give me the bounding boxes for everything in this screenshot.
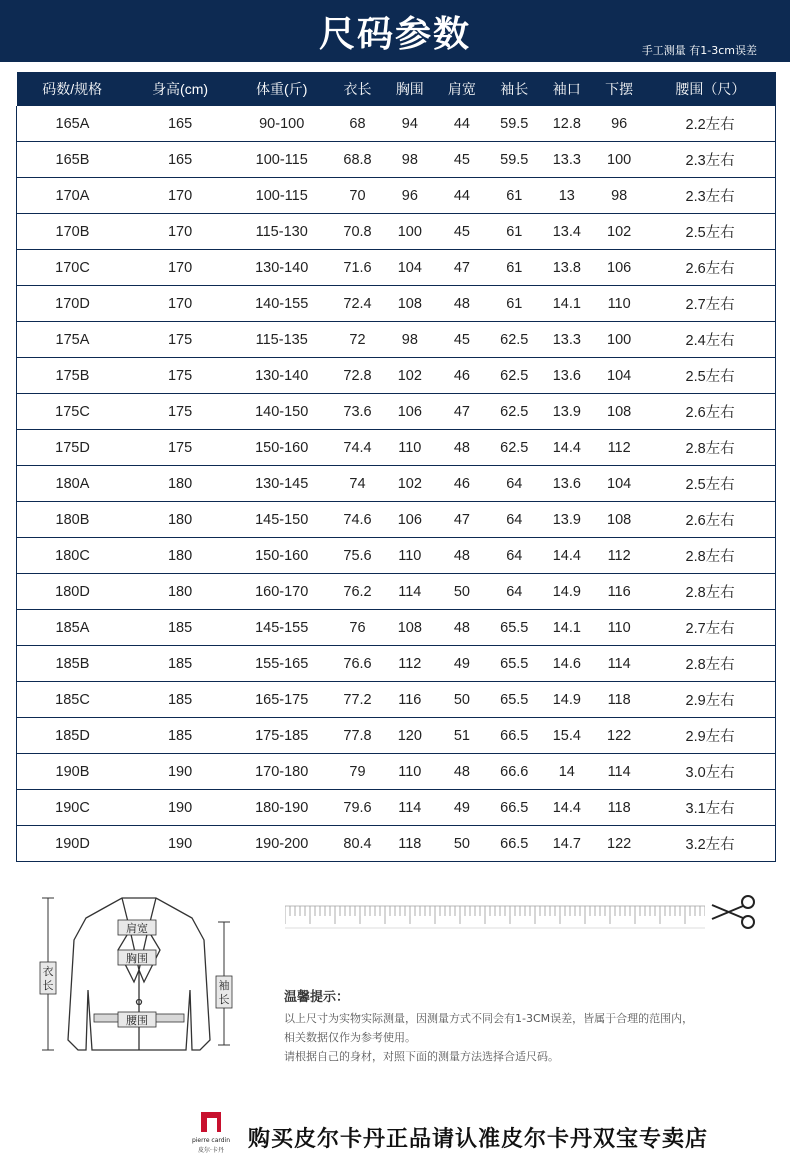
table-cell: 50 bbox=[436, 574, 488, 610]
table-cell: 110 bbox=[384, 754, 436, 790]
table-cell: 74 bbox=[331, 466, 384, 502]
table-cell: 175B bbox=[17, 358, 128, 394]
table-cell: 59.5 bbox=[488, 142, 541, 178]
table-cell: 2.7左右 bbox=[645, 286, 775, 322]
table-cell: 2.7左右 bbox=[645, 610, 775, 646]
table-cell: 13.3 bbox=[541, 322, 594, 358]
table-cell: 190B bbox=[17, 754, 128, 790]
table-cell: 96 bbox=[384, 178, 436, 214]
table-cell: 14.6 bbox=[541, 646, 594, 682]
table-cell: 122 bbox=[593, 826, 645, 862]
table-cell: 74.6 bbox=[331, 502, 384, 538]
table-cell: 165B bbox=[17, 142, 128, 178]
table-cell: 46 bbox=[436, 358, 488, 394]
table-cell: 175 bbox=[128, 322, 232, 358]
table-cell: 170 bbox=[128, 250, 232, 286]
table-cell: 14.4 bbox=[541, 538, 594, 574]
table-cell: 110 bbox=[593, 286, 645, 322]
table-cell: 96 bbox=[593, 106, 645, 142]
table-cell: 47 bbox=[436, 502, 488, 538]
table-cell: 77.2 bbox=[331, 682, 384, 718]
page-title: 尺码参数 bbox=[318, 13, 471, 55]
table-cell: 48 bbox=[436, 538, 488, 574]
table-cell: 64 bbox=[488, 502, 541, 538]
table-cell: 48 bbox=[436, 754, 488, 790]
table-cell: 62.5 bbox=[488, 322, 541, 358]
table-cell: 14.4 bbox=[541, 430, 594, 466]
table-cell: 3.2左右 bbox=[645, 826, 775, 862]
table-row bbox=[17, 574, 776, 610]
table-row bbox=[17, 682, 776, 718]
table-cell: 175 bbox=[128, 358, 232, 394]
table-cell: 65.5 bbox=[488, 610, 541, 646]
table-row bbox=[17, 430, 776, 466]
measurement-note: 手工测量 有1-3cm误差 bbox=[641, 44, 757, 57]
table-cell: 64 bbox=[488, 466, 541, 502]
table-cell: 102 bbox=[384, 466, 436, 502]
table-cell: 116 bbox=[384, 682, 436, 718]
footer-slogan: 购买皮尔卡丹正品请认准皮尔卡丹双宝专卖店 bbox=[248, 1126, 709, 1152]
table-cell: 15.4 bbox=[541, 718, 594, 754]
table-row bbox=[17, 106, 776, 142]
table-cell: 2.8左右 bbox=[645, 538, 775, 574]
table-cell: 49 bbox=[436, 646, 488, 682]
table-cell: 170-180 bbox=[232, 754, 331, 790]
table-cell: 49 bbox=[436, 790, 488, 826]
table-cell: 180 bbox=[128, 502, 232, 538]
table-cell: 3.1左右 bbox=[645, 790, 775, 826]
pierre-cardin-logo bbox=[188, 1110, 234, 1158]
table-cell: 79 bbox=[331, 754, 384, 790]
table-cell: 2.6左右 bbox=[645, 250, 775, 286]
table-cell: 14.4 bbox=[541, 790, 594, 826]
measuring-tape bbox=[285, 898, 705, 938]
table-cell: 165A bbox=[17, 106, 128, 142]
tips-title: 温馨提示： bbox=[284, 990, 350, 1005]
col-header: 袖口 bbox=[541, 72, 594, 106]
table-cell: 180-190 bbox=[232, 790, 331, 826]
table-cell: 47 bbox=[436, 394, 488, 430]
table-cell: 66.6 bbox=[488, 754, 541, 790]
table-row bbox=[17, 610, 776, 646]
table-cell: 47 bbox=[436, 250, 488, 286]
table-cell: 108 bbox=[593, 394, 645, 430]
table-cell: 104 bbox=[593, 466, 645, 502]
table-cell: 13.6 bbox=[541, 358, 594, 394]
table-cell: 76.2 bbox=[331, 574, 384, 610]
col-header: 体重(斤) bbox=[232, 72, 331, 106]
table-cell: 2.8左右 bbox=[645, 430, 775, 466]
table-cell: 64 bbox=[488, 538, 541, 574]
table-row bbox=[17, 178, 776, 214]
table-cell: 175C bbox=[17, 394, 128, 430]
table-cell: 70 bbox=[331, 178, 384, 214]
table-cell: 116 bbox=[593, 574, 645, 610]
table-cell: 13.6 bbox=[541, 466, 594, 502]
table-cell: 190C bbox=[17, 790, 128, 826]
header-banner bbox=[0, 0, 790, 62]
table-row bbox=[17, 466, 776, 502]
table-cell: 66.5 bbox=[488, 790, 541, 826]
table-cell: 2.6左右 bbox=[645, 502, 775, 538]
table-row bbox=[17, 214, 776, 250]
table-cell: 145-155 bbox=[232, 610, 331, 646]
table-cell: 2.3左右 bbox=[645, 142, 775, 178]
table-cell: 62.5 bbox=[488, 358, 541, 394]
table-cell: 130-145 bbox=[232, 466, 331, 502]
table-cell: 165 bbox=[128, 106, 232, 142]
table-cell: 65.5 bbox=[488, 646, 541, 682]
tips-line: 请根据自己的身材，对照下面的测量方法选择合适尺码。 bbox=[284, 1050, 559, 1063]
table-cell: 185B bbox=[17, 646, 128, 682]
table-cell: 14.7 bbox=[541, 826, 594, 862]
table-row bbox=[17, 754, 776, 790]
table-cell: 185 bbox=[128, 682, 232, 718]
table-cell: 140-155 bbox=[232, 286, 331, 322]
table-cell: 170 bbox=[128, 178, 232, 214]
table-cell: 14 bbox=[541, 754, 594, 790]
table-cell: 2.6左右 bbox=[645, 394, 775, 430]
table-cell: 98 bbox=[384, 322, 436, 358]
table-cell: 112 bbox=[384, 646, 436, 682]
table-cell: 94 bbox=[384, 106, 436, 142]
col-header: 胸围 bbox=[384, 72, 436, 106]
table-cell: 13.9 bbox=[541, 394, 594, 430]
diagram-label-shoulder: 肩宽 bbox=[126, 922, 148, 935]
table-cell: 80.4 bbox=[331, 826, 384, 862]
table-cell: 150-160 bbox=[232, 538, 331, 574]
table-cell: 14.1 bbox=[541, 610, 594, 646]
table-cell: 185 bbox=[128, 646, 232, 682]
diagram-label-waist: 腰围 bbox=[126, 1014, 148, 1027]
table-cell: 14.9 bbox=[541, 682, 594, 718]
size-table bbox=[16, 72, 776, 862]
table-cell: 106 bbox=[384, 394, 436, 430]
scissors-icon bbox=[708, 893, 760, 931]
logo-text-chinese: 皮尔·卡丹 bbox=[198, 1147, 224, 1154]
table-cell: 2.3左右 bbox=[645, 178, 775, 214]
jacket-diagram bbox=[34, 890, 244, 1075]
table-cell: 61 bbox=[488, 250, 541, 286]
table-cell: 3.0左右 bbox=[645, 754, 775, 790]
table-cell: 175 bbox=[128, 430, 232, 466]
table-cell: 180 bbox=[128, 466, 232, 502]
table-cell: 130-140 bbox=[232, 250, 331, 286]
table-row bbox=[17, 538, 776, 574]
table-cell: 160-170 bbox=[232, 574, 331, 610]
table-cell: 185 bbox=[128, 718, 232, 754]
table-cell: 175A bbox=[17, 322, 128, 358]
table-cell: 59.5 bbox=[488, 106, 541, 142]
diagram-label-length: 衣长 bbox=[42, 965, 54, 992]
table-cell: 190-200 bbox=[232, 826, 331, 862]
table-cell: 175-185 bbox=[232, 718, 331, 754]
table-cell: 120 bbox=[384, 718, 436, 754]
table-cell: 2.2左右 bbox=[645, 106, 775, 142]
table-cell: 185D bbox=[17, 718, 128, 754]
table-cell: 180D bbox=[17, 574, 128, 610]
table-cell: 118 bbox=[593, 790, 645, 826]
table-cell: 45 bbox=[436, 214, 488, 250]
table-cell: 71.6 bbox=[331, 250, 384, 286]
table-row bbox=[17, 250, 776, 286]
table-cell: 185C bbox=[17, 682, 128, 718]
table-cell: 100 bbox=[593, 142, 645, 178]
table-row bbox=[17, 826, 776, 862]
table-cell: 112 bbox=[593, 430, 645, 466]
diagram-label-chest: 胸围 bbox=[126, 952, 148, 965]
diagram-label-sleeve: 袖长 bbox=[218, 979, 230, 1006]
table-cell: 180B bbox=[17, 502, 128, 538]
table-cell: 108 bbox=[384, 286, 436, 322]
table-cell: 180C bbox=[17, 538, 128, 574]
col-header: 衣长 bbox=[331, 72, 384, 106]
table-cell: 190 bbox=[128, 754, 232, 790]
col-header: 身高(cm) bbox=[128, 72, 232, 106]
table-cell: 13 bbox=[541, 178, 594, 214]
table-cell: 45 bbox=[436, 142, 488, 178]
table-cell: 70.8 bbox=[331, 214, 384, 250]
table-cell: 130-140 bbox=[232, 358, 331, 394]
table-row bbox=[17, 142, 776, 178]
table-cell: 74.4 bbox=[331, 430, 384, 466]
table-cell: 65.5 bbox=[488, 682, 541, 718]
col-header: 袖长 bbox=[488, 72, 541, 106]
table-cell: 100 bbox=[384, 214, 436, 250]
table-cell: 61 bbox=[488, 286, 541, 322]
table-cell: 13.8 bbox=[541, 250, 594, 286]
table-row bbox=[17, 502, 776, 538]
table-cell: 110 bbox=[384, 430, 436, 466]
table-cell: 48 bbox=[436, 286, 488, 322]
table-cell: 175D bbox=[17, 430, 128, 466]
table-cell: 72.4 bbox=[331, 286, 384, 322]
table-cell: 2.8左右 bbox=[645, 646, 775, 682]
table-cell: 50 bbox=[436, 826, 488, 862]
table-cell: 106 bbox=[593, 250, 645, 286]
table-cell: 68.8 bbox=[331, 142, 384, 178]
table-cell: 2.5左右 bbox=[645, 466, 775, 502]
table-row bbox=[17, 322, 776, 358]
table-cell: 77.8 bbox=[331, 718, 384, 754]
table-cell: 72 bbox=[331, 322, 384, 358]
table-cell: 102 bbox=[593, 214, 645, 250]
table-cell: 115-130 bbox=[232, 214, 331, 250]
table-cell: 175 bbox=[128, 394, 232, 430]
table-cell: 118 bbox=[593, 682, 645, 718]
table-cell: 170B bbox=[17, 214, 128, 250]
table-cell: 76.6 bbox=[331, 646, 384, 682]
table-cell: 140-150 bbox=[232, 394, 331, 430]
table-cell: 115-135 bbox=[232, 322, 331, 358]
table-cell: 2.8左右 bbox=[645, 574, 775, 610]
table-cell: 98 bbox=[384, 142, 436, 178]
table-cell: 155-165 bbox=[232, 646, 331, 682]
size-table-body bbox=[17, 106, 776, 862]
table-cell: 165-175 bbox=[232, 682, 331, 718]
table-cell: 14.1 bbox=[541, 286, 594, 322]
table-cell: 110 bbox=[384, 538, 436, 574]
table-cell: 170C bbox=[17, 250, 128, 286]
table-cell: 2.5左右 bbox=[645, 214, 775, 250]
table-row bbox=[17, 286, 776, 322]
table-row bbox=[17, 790, 776, 826]
table-cell: 12.8 bbox=[541, 106, 594, 142]
table-cell: 180 bbox=[128, 574, 232, 610]
table-cell: 2.4左右 bbox=[645, 322, 775, 358]
table-cell: 185A bbox=[17, 610, 128, 646]
tips-line: 以上尺寸为实物实际测量，因测量方式不同会有1-3CM误差，皆属于合理的范围内， bbox=[284, 1012, 694, 1025]
table-cell: 46 bbox=[436, 466, 488, 502]
table-cell: 50 bbox=[436, 682, 488, 718]
table-cell: 66.5 bbox=[488, 718, 541, 754]
table-cell: 108 bbox=[593, 502, 645, 538]
table-cell: 185 bbox=[128, 610, 232, 646]
table-cell: 79.6 bbox=[331, 790, 384, 826]
table-cell: 61 bbox=[488, 214, 541, 250]
table-cell: 110 bbox=[593, 610, 645, 646]
table-row bbox=[17, 718, 776, 754]
table-cell: 100-115 bbox=[232, 178, 331, 214]
table-header-row bbox=[17, 72, 776, 106]
table-cell: 64 bbox=[488, 574, 541, 610]
col-header: 腰围（尺） bbox=[645, 72, 775, 106]
table-cell: 61 bbox=[488, 178, 541, 214]
table-cell: 13.4 bbox=[541, 214, 594, 250]
table-cell: 48 bbox=[436, 610, 488, 646]
table-cell: 2.9左右 bbox=[645, 682, 775, 718]
table-cell: 112 bbox=[593, 538, 645, 574]
table-cell: 98 bbox=[593, 178, 645, 214]
table-cell: 180A bbox=[17, 466, 128, 502]
table-cell: 45 bbox=[436, 322, 488, 358]
logo-text-latin: pierre cardin bbox=[191, 1137, 231, 1144]
table-cell: 150-160 bbox=[232, 430, 331, 466]
table-cell: 44 bbox=[436, 106, 488, 142]
table-cell: 44 bbox=[436, 178, 488, 214]
table-cell: 76 bbox=[331, 610, 384, 646]
table-cell: 165 bbox=[128, 142, 232, 178]
table-cell: 170 bbox=[128, 214, 232, 250]
table-cell: 2.9左右 bbox=[645, 718, 775, 754]
table-cell: 114 bbox=[593, 646, 645, 682]
table-cell: 106 bbox=[384, 502, 436, 538]
table-cell: 100-115 bbox=[232, 142, 331, 178]
table-cell: 62.5 bbox=[488, 394, 541, 430]
col-header: 下摆 bbox=[593, 72, 645, 106]
table-cell: 73.6 bbox=[331, 394, 384, 430]
table-cell: 170 bbox=[128, 286, 232, 322]
table-cell: 13.9 bbox=[541, 502, 594, 538]
table-cell: 170A bbox=[17, 178, 128, 214]
col-header: 肩宽 bbox=[436, 72, 488, 106]
table-cell: 118 bbox=[384, 826, 436, 862]
table-cell: 51 bbox=[436, 718, 488, 754]
table-cell: 14.9 bbox=[541, 574, 594, 610]
table-cell: 104 bbox=[593, 358, 645, 394]
table-cell: 2.5左右 bbox=[645, 358, 775, 394]
table-cell: 180 bbox=[128, 538, 232, 574]
table-row bbox=[17, 358, 776, 394]
table-cell: 62.5 bbox=[488, 430, 541, 466]
table-cell: 90-100 bbox=[232, 106, 331, 142]
col-header: 码数/规格 bbox=[17, 72, 128, 106]
table-cell: 170D bbox=[17, 286, 128, 322]
table-cell: 48 bbox=[436, 430, 488, 466]
table-cell: 68 bbox=[331, 106, 384, 142]
table-cell: 104 bbox=[384, 250, 436, 286]
table-row bbox=[17, 394, 776, 430]
table-cell: 108 bbox=[384, 610, 436, 646]
table-cell: 72.8 bbox=[331, 358, 384, 394]
table-cell: 114 bbox=[593, 754, 645, 790]
table-cell: 102 bbox=[384, 358, 436, 394]
tips-line: 相关数据仅作为参考使用。 bbox=[284, 1031, 416, 1044]
table-cell: 114 bbox=[384, 574, 436, 610]
table-row bbox=[17, 646, 776, 682]
table-cell: 190 bbox=[128, 826, 232, 862]
table-cell: 145-150 bbox=[232, 502, 331, 538]
table-cell: 190D bbox=[17, 826, 128, 862]
table-cell: 75.6 bbox=[331, 538, 384, 574]
table-cell: 122 bbox=[593, 718, 645, 754]
table-cell: 114 bbox=[384, 790, 436, 826]
table-cell: 66.5 bbox=[488, 826, 541, 862]
table-cell: 13.3 bbox=[541, 142, 594, 178]
table-cell: 190 bbox=[128, 790, 232, 826]
table-cell: 100 bbox=[593, 322, 645, 358]
